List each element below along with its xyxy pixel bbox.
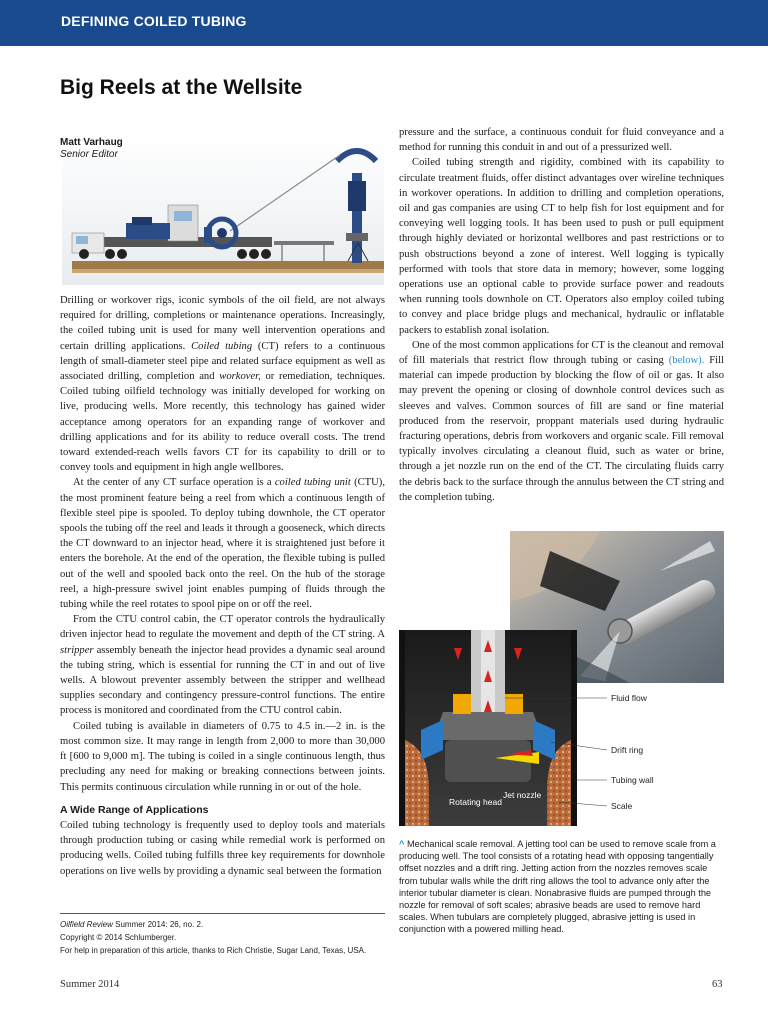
paragraph: One of the most common applications for CT is the cleanout and removal of fill materials that restrict flow through tubing or casing (below). Fill material can impede production by blocking the flow of oil or gas. It also may prevent the opening or closing of downhole control devices such as sleeves and valves. Common sources of fill are sand or fine material produced from the reservoir, proppant materials used during hydraulic fracturing operations, debris from workovers and organic scale. Fill removal typically involves circulating a cleanout fluid, such as water or brine, through a jet nozzle run on the end of the CT. The circulating fluids carry the debris back to the surface through the annulus between the CT string and the completion tubing. xyxy=(399,339,724,503)
paragraph: Drilling or workover rigs, iconic symbols of the oil field, are not always required for drilling, completions or maintenance operations. Increasingly, the coiled tubing unit is used for many well intervention operations and certain drilling applications. Coiled tubing (CT) refers to a continuous length of small-diameter steel pipe and related surface equipment as well as associated drilling, completion and workover, or remediation, techniques. Coiled tubing oilfield technology was initially developed for working on live, producing wells. More recently, this technology has gained wider acceptance among operators for an expanding range of workover and drilling applications and for its ability to reduce overall costs. The trend toward extended-reach wells favors CT for its capability to drill or to convey tools and equipment in high angle wellbores. xyxy=(60,295,385,474)
right-column xyxy=(399,125,724,505)
page-number: 63 xyxy=(712,979,723,990)
label-jet-nozzle: Jet nozzle xyxy=(503,790,542,800)
label-drift-ring: Drift ring xyxy=(611,745,644,755)
section-subheading: A Wide Range of Applications xyxy=(60,803,209,816)
author-name: Matt Varhaug xyxy=(60,137,123,148)
paragraph: pressure and the surface, a continuous conduit for fluid conveyance and a method for running this conduit in and out of a pressurized well. xyxy=(399,127,724,154)
article-title: Big Reels at the Wellsite xyxy=(60,76,303,99)
paragraph: From the CTU control cabin, the CT operator controls the hydraulically driven injector head to regulate the movement and depth of the CT string. A stripper assembly beneath the injector head provides a dynamic seal around the tubing string, which is essential for running the CT in and out of live wells. A blowout preventer assembly between the stripper and wellhead supplies secondary and contingency pressure-control functions. The entire process is monitored and coordinated from the CTU control cabin. xyxy=(60,614,385,717)
scale-removal-diagram xyxy=(399,630,724,826)
issue-footer: Summer 2014 xyxy=(60,979,120,990)
footnote-divider xyxy=(60,913,385,914)
paragraph: Coiled tubing strength and rigidity, combined with its capability to circulate treatment fluids, offer distinct advantages over wireline techniques in workover operations. In addition to drilling and completion operations, oil and gas companies are using CT to help fish for lost equipment and for conveying well logging tools. It has been used to push or pull equipment through highly deviated or horizontal wellbores and past restrictions or to push obstructions beyond a zone of interest. Well logging is typically performed with tools that store data in memory; however, some logging operations use an optional cable to provide surface power and readouts when running tools downhole on CT. Operators also employ coiled tubing to convey and place bridge plugs and mechanical, hydraulic or inflatable packers to establish zonal isolation. xyxy=(399,157,724,336)
caption-marker-icon: ^ xyxy=(399,839,405,849)
label-scale: Scale xyxy=(611,801,633,811)
paragraph: Coiled tubing technology is frequently used to deploy tools and materials through production tubing or casing while remedial work is performed on producing wells. Coiled tubing fulfills three key requirements for downhole operations on live wells by providing a dynamic seal between the formation xyxy=(60,819,385,877)
paragraph: Coiled tubing is available in diameters of 0.75 to 4.5 in.—2 in. is the most common size. It may range in length from 2,000 to more than 30,000 ft [600 to 9,000 m]. The tubing is coiled in a single continuous length, thus precluding any need for making or breaking connections between joints. This permits continuous circulation while running in or out of the hole. xyxy=(60,720,385,793)
footnote-thanks: For help in preparation of this article, thanks to Rich Christie, Sugar Land, Texas, USA. xyxy=(60,946,367,955)
section-header-band xyxy=(0,0,768,46)
figure-reference-link[interactable]: (below). xyxy=(668,355,705,367)
figure-caption: ^ Mechanical scale removal. A jetting tool can be used to remove scale from a producing well. The tool consists of a rotating head with opposing tangentially offset nozzles and a drift ring. Jetting action from the nozzles removes scale from tubular walls while the drift ring allows the tool to advance only after the interior tubular diameter is clean. Nonabrasive fluids are pumped through the nozzle for removal of soft scales; abrasive beads are used to remove hard scales. When tubulars are completely plugged, abrasive jetting is used in conjunction with a powered milling head. xyxy=(399,839,716,935)
left-column xyxy=(60,293,385,879)
author-role: Senior Editor xyxy=(60,149,118,160)
section-label: DEFINING COILED TUBING xyxy=(61,13,247,29)
footnotes xyxy=(60,918,385,957)
paragraph: At the center of any CT surface operation is a coiled tubing unit (CTU), the most prominent feature being a reel from which a continuous length of flexible steel pipe is spooled. To deploy tubing downhole, the CT operator spools the tubing off the reel and leads it through a gooseneck, which directs the CT downward to an injector head, where it is straightened just before it enters the borehole. At the end of the operation, the flexible tubing is pulled out of the well and spooled back onto the reel. On the hub of the storage reel, a high-pressure swivel joint enables pumping of fluids through the tubing while the reel rotates to spool pipe on or off the reel. xyxy=(60,477,385,611)
footnote-citation: Oilfield Review Summer 2014: 26, no. 2. xyxy=(60,920,204,929)
footnote-copyright: Copyright © 2014 Schlumberger. xyxy=(60,933,177,942)
label-fluid-flow: Fluid flow xyxy=(611,693,647,703)
label-rotating-head: Rotating head xyxy=(449,797,502,807)
label-tubing-wall: Tubing wall xyxy=(611,775,654,785)
author-byline xyxy=(60,137,123,161)
